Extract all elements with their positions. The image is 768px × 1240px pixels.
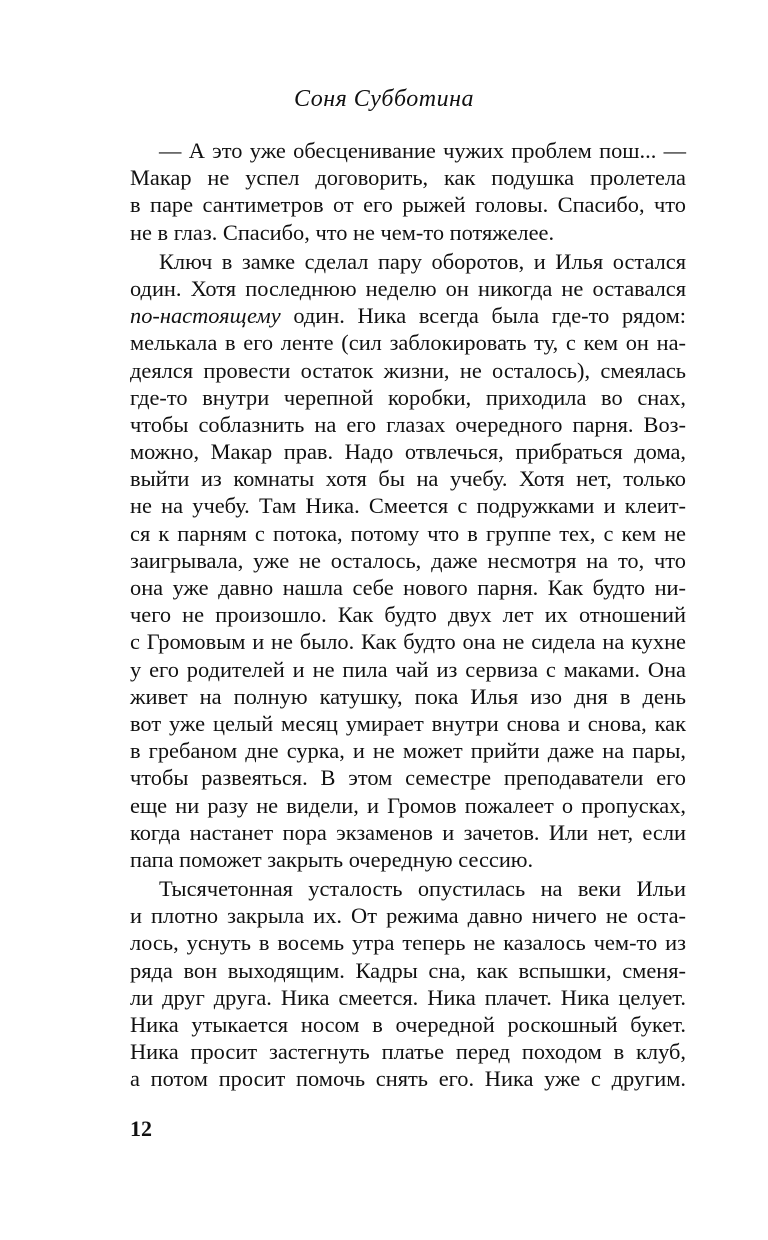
text-line: не на учебу. Там Ника. Смеется с подружками и клеит- (130, 493, 686, 519)
text-line: ли друг друга. Ника смеется. Ника плачет. Ника целует. (130, 984, 686, 1010)
text-line: ся к парням с потока, потому что в группе тех, с кем не (130, 520, 686, 546)
text-line: чтобы соблазнить на его глазах очередного парня. Воз- (130, 411, 686, 437)
text-line: где-то внутри черепной коробки, приходила во снах, (130, 384, 686, 410)
text-line: Ника просит застегнуть платье перед походом в клуб, (130, 1039, 686, 1065)
text-line-with-emphasis (130, 302, 686, 329)
text-line: можно, Макар прав. Надо отвлечься, прибраться дома, (130, 439, 686, 465)
emphasized-word: по-настоящему (130, 303, 281, 329)
text-line: Ника утыкается носом в очередной роскошный букет. (130, 1012, 686, 1037)
text-line: мелькала в его ленте (сил заблокировать ту, с кем он на- (130, 330, 686, 356)
running-header-author: Соня Субботина (294, 86, 474, 112)
text-line: в гребаном дне сурка, и не может прийти даже на пары, (130, 738, 686, 764)
text-line: у его родителей и не пила чай из сервиза с маками. Она (130, 656, 686, 682)
body-text (130, 137, 686, 1093)
text-line: деялся провести остаток жизни, не осталось), смеялась (130, 357, 686, 383)
text-line: не в глаз. Спасибо, что не чем-то потяжелее. (130, 219, 555, 245)
text-line: а потом просит помочь снять его. Ника уже с другим. (130, 1066, 686, 1092)
text-line: чтобы развеяться. В этом семестре преподаватели его (130, 765, 686, 791)
text-line: и плотно закрыла их. От режима давно ничего не оста- (130, 903, 686, 929)
text-line: ряда вон выходящим. Кадры сна, как вспышки, сменя- (130, 957, 686, 983)
text-line-rest: один. Ника всегда была где-то рядом: (280, 303, 686, 329)
text-line: живет на полную катушку, пока Илья изо дня в день (130, 683, 686, 709)
text-line: с Громовым и не было. Как будто она не сидела на кухне (130, 629, 686, 655)
text-line: заигрывала, уже не осталось, даже несмотря на то, что (130, 547, 686, 573)
text-line: еще ни разу не видели, и Громов пожалеет о пропусках, (130, 792, 686, 818)
text-line: выйти из комнаты хотя бы на учебу. Хотя нет, только (130, 466, 686, 492)
text-line: вот уже целый месяц умирает внутри снова и снова, как (130, 710, 686, 736)
text-line: лось, уснуть в восемь утра теперь не казалось чем-то из (130, 930, 686, 956)
text-line: чего не произошло. Как будто двух лет их отношений (130, 602, 686, 628)
text-line: Ключ в замке сделал пару оборотов, и Илья остался (159, 248, 686, 274)
text-line: когда настанет пора экзаменов и зачетов. Или нет, если (130, 819, 686, 845)
page-number: 12 (130, 1116, 152, 1141)
text-line: Тысячетонная усталость опустилась на веки Ильи (159, 876, 686, 902)
text-line: — А это уже обесценивание чужих проблем пош... — (159, 138, 686, 163)
text-line: папа поможет закрыть очередную сессию. (130, 846, 534, 872)
text-line: Макар не успел договорить, как подушка пролетела (130, 165, 686, 191)
text-line: она уже давно нашла себе нового парня. Как будто ни- (130, 575, 686, 600)
text-line: в паре сантиметров от его рыжей головы. Спасибо, что (130, 192, 686, 218)
text-line: один. Хотя последнюю неделю он никогда не оставался (130, 275, 686, 301)
